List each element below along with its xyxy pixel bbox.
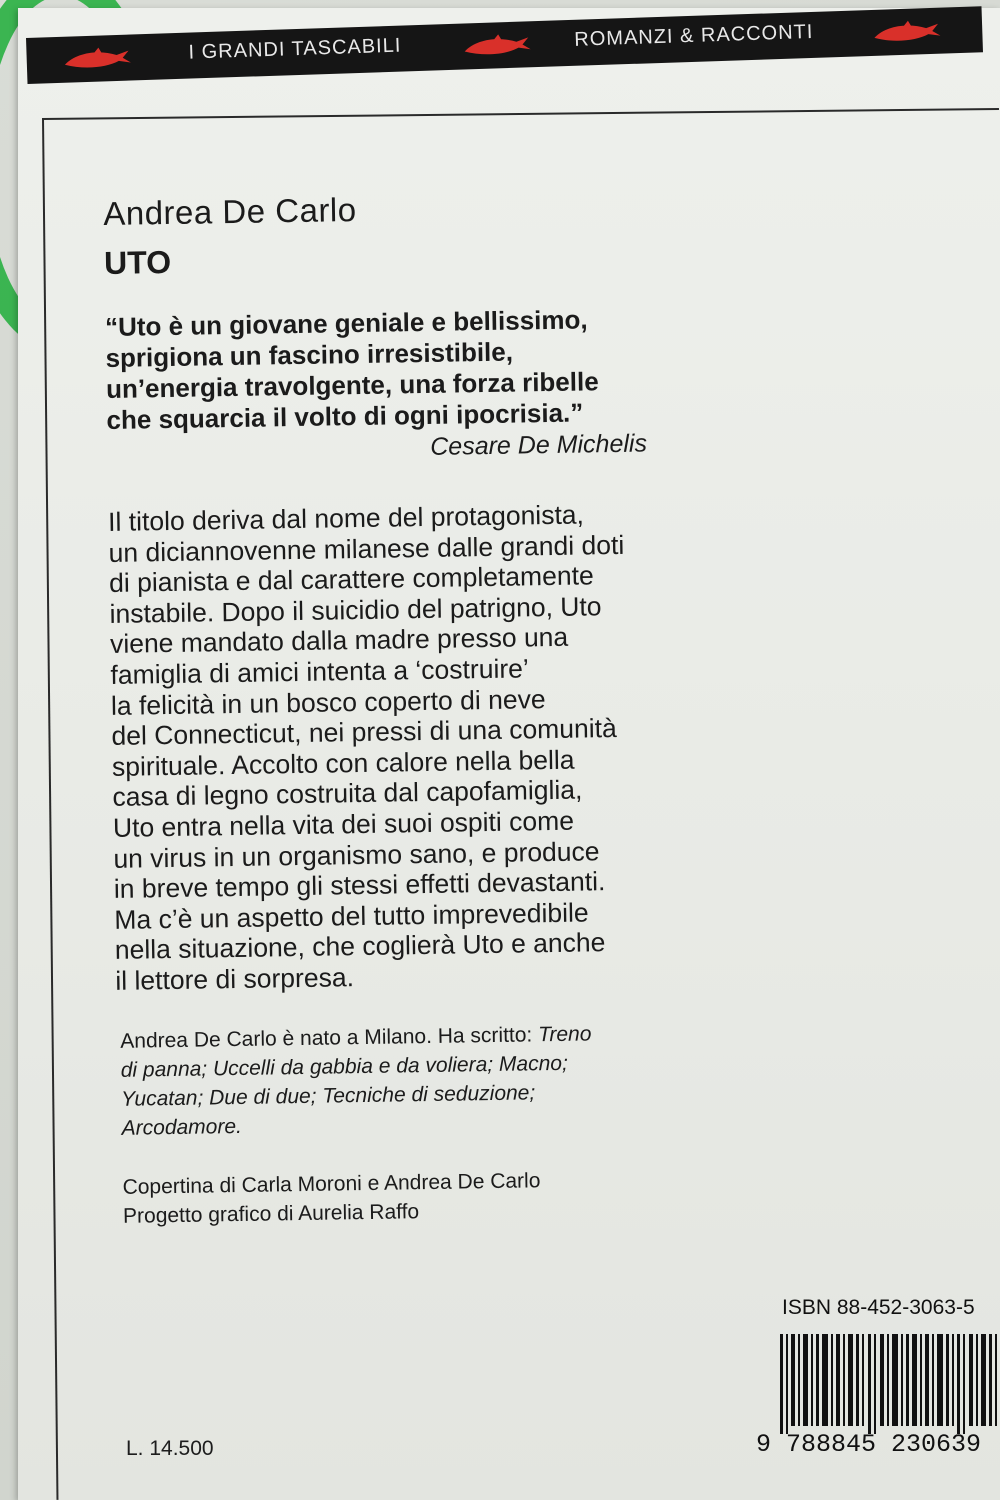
back-cover-text [103, 186, 719, 1231]
bio-works: Yucatan; Due di due; Tecniche di seduzione; [121, 1080, 536, 1111]
cover-credit: Copertina di Carla Moroni e Andrea De Carlo [122, 1168, 541, 1199]
author-name: Andrea De Carlo [103, 191, 357, 232]
series-label-romanzi: ROMANZI & RACCONTI [573, 20, 814, 51]
quote-line: un’energia travolgente, una forza ribelle [105, 366, 599, 404]
synopsis-line: in breve tempo gli stessi effetti devastanti. [113, 866, 606, 905]
synopsis-line: del Connecticut, nei pressi di una comunità [111, 713, 617, 752]
synopsis-line: casa di legno costruita dal capofamiglia, [112, 774, 583, 813]
bio-works: di panna; Uccelli da gabbia e da voliera; Macno; [120, 1051, 568, 1082]
synopsis-line: spirituale. Accolto con calore nella bella [111, 744, 575, 782]
quote-line: sprigiona un fascino irresistibile, [105, 336, 514, 373]
series-label-tascabili: I GRANDI TASCABILI [188, 34, 402, 64]
synopsis-line: Ma c’è un aspetto del tutto imprevedibile [114, 897, 589, 935]
price-label: L. 14.500 [126, 1437, 214, 1460]
design-credit: Progetto grafico di Aurelia Raffo [122, 1199, 420, 1228]
dolphin-logo-icon [872, 18, 943, 46]
synopsis-line: di pianista e dal carattere completamente [108, 560, 594, 599]
synopsis-line: Uto entra nella vita dei suoi ospiti come [112, 805, 575, 843]
quote-attribution: Cesare De Michelis [430, 429, 648, 461]
author-bio [120, 1017, 718, 1142]
isbn-label: ISBN 88-452-3063-5 [782, 1296, 975, 1319]
bio-works: Treno [537, 1021, 592, 1046]
synopsis-line: instabile. Dopo il suicidio del patrigno, Uto [109, 591, 602, 629]
bio-intro: Andrea De Carlo è nato a Milano. Ha scritto: [120, 1022, 539, 1053]
synopsis-line: nella situazione, che coglierà Uto e anche [114, 927, 606, 966]
quote-line: “Uto è un giovane geniale e bellissimo, [104, 304, 588, 342]
synopsis-line: Il titolo deriva dal nome del protagonista, [107, 499, 585, 537]
bio-works: Arcodamore. [121, 1114, 243, 1140]
synopsis-line: il lettore di sorpresa. [115, 962, 355, 996]
review-quote [105, 303, 707, 436]
synopsis-line: famiglia di amici intenta a ‘costruire’ [110, 653, 530, 690]
synopsis-line: un diciannovenne milanese dalle grandi doti [108, 529, 625, 568]
dolphin-logo-icon [62, 44, 133, 72]
quote-line: che squarcia il volto di ogni ipocrisia.” [106, 397, 584, 435]
synopsis-line: un virus in un organismo sano, e produce [113, 835, 600, 874]
design-credits [122, 1163, 719, 1230]
synopsis-line: la felicità in un bosco coperto di neve [110, 683, 546, 721]
synopsis-line: viene mandato dalla madre presso una [109, 622, 569, 660]
synopsis [108, 498, 716, 997]
barcode-digits: 9 788845 230639 [756, 1430, 982, 1459]
barcode-icon [780, 1334, 1000, 1434]
dolphin-logo-icon [462, 31, 533, 59]
book-title: UTO [103, 243, 172, 281]
